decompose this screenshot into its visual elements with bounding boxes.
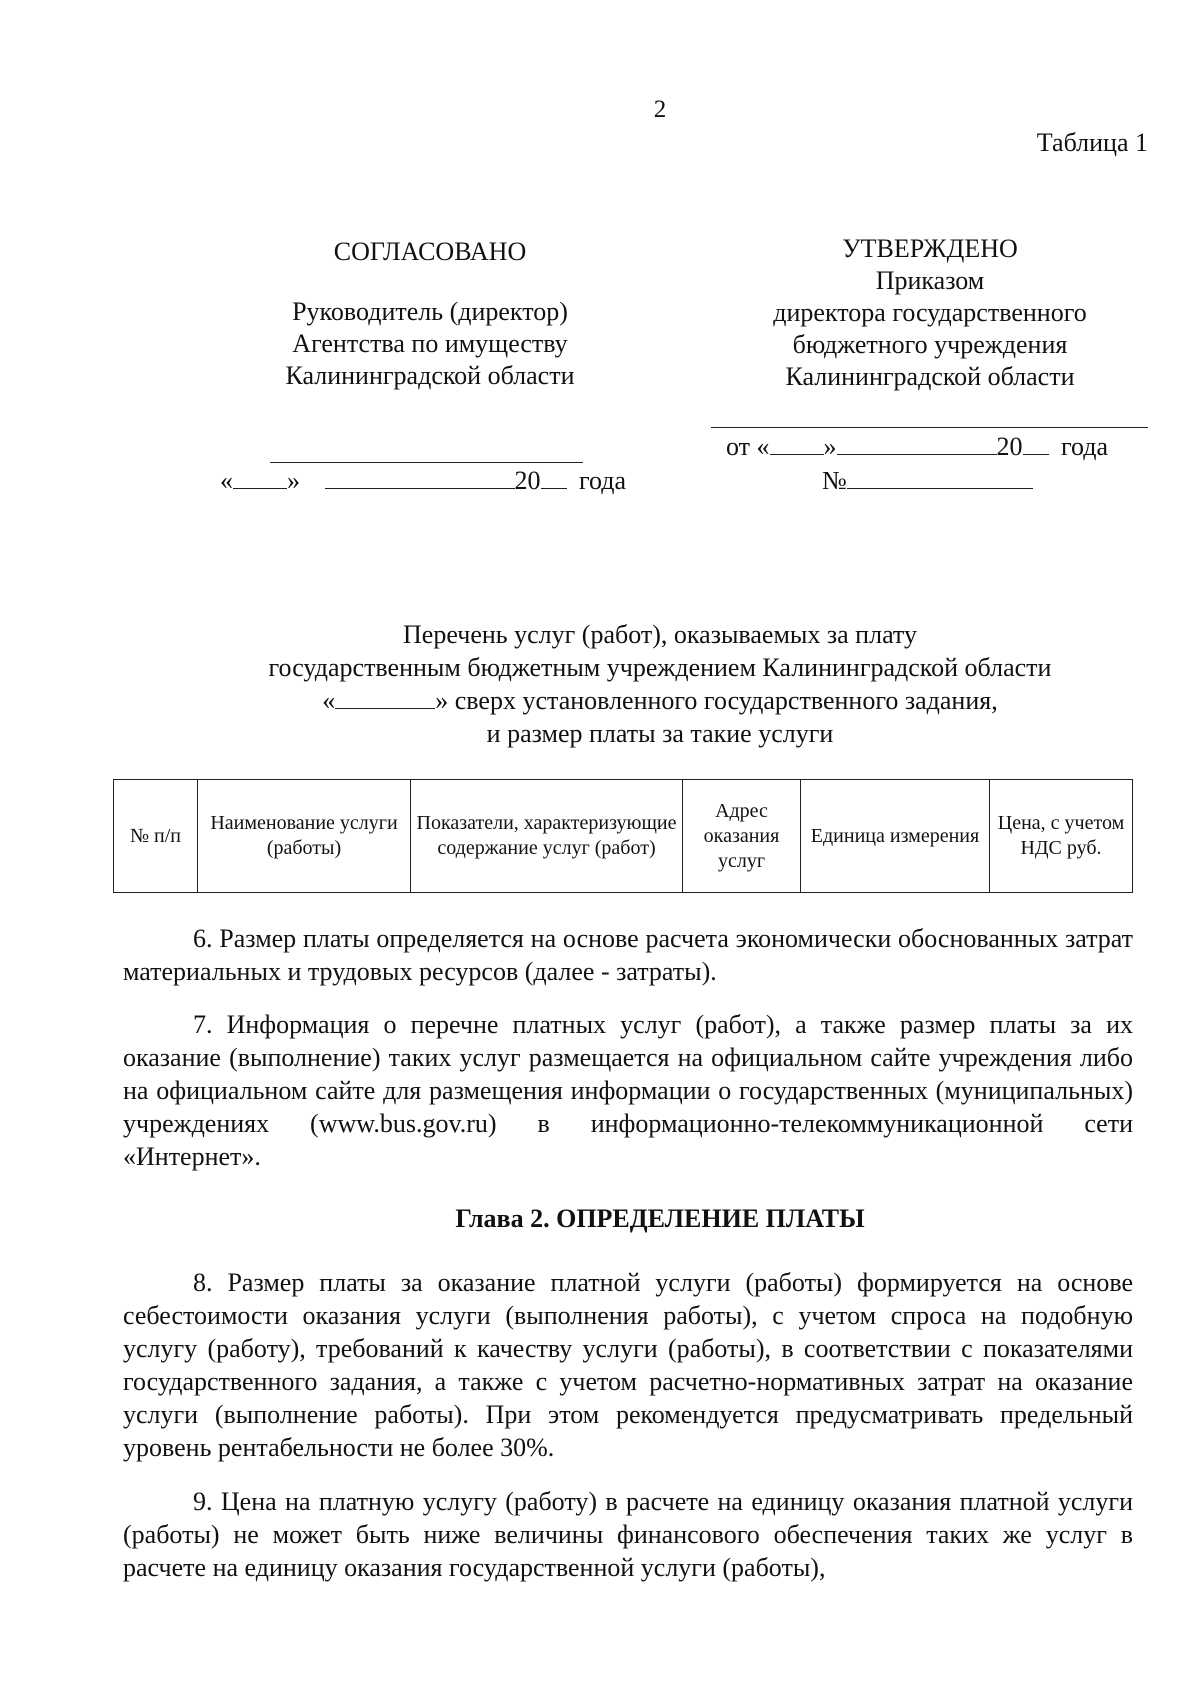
approved-date-year: 20	[996, 432, 1023, 461]
table-header-row	[114, 780, 1133, 893]
approved-line: директора государственного	[773, 298, 1087, 327]
agreed-date-year: 20	[514, 466, 541, 495]
paragraph-text: 6. Размер платы определяется на основе расчета экономически обоснованных затрат материальных и трудовых ресурсов (далее - затраты).	[123, 924, 1133, 986]
agreed-line: Калининградской области	[285, 361, 575, 390]
paragraph-text: 9. Цена на платную услугу (работу) в расчете на единицу оказания платной услуги (работы) не может быть ниже величины финансового обеспечения таких же услуг в расчете на единицу оказания государственной услуги (работы),	[123, 1487, 1133, 1582]
institution-blank	[335, 684, 435, 709]
table-label: Таблица 1	[1036, 128, 1148, 157]
paragraph-text: 7. Информация о перечне платных услуг (работ), а также размер платы за их оказание (выполнение) таких услуг размещается на официальном сайте учреждения либо на официальном сайте для размещения информации о государственных (муниципальных) учреждениях (www.bus.gov.ru) в информационно-телекоммуникационной сети «Интернет».	[123, 1010, 1133, 1171]
chapter-heading: Глава 2. ОПРЕДЕЛЕНИЕ ПЛАТЫ	[455, 1204, 865, 1233]
approved-line: Приказом	[875, 266, 985, 295]
agreed-date-suffix: года	[579, 466, 627, 495]
agreed-date	[220, 466, 626, 496]
title-line: государственным бюджетным учреждением Калининградской области	[268, 653, 1052, 682]
approved-date-suffix: года	[1061, 432, 1109, 461]
paragraph-6	[123, 922, 1133, 988]
title-open-quote: «	[322, 686, 336, 715]
title-line-rest: » сверх установленного государственного задания,	[435, 686, 998, 715]
approved-date-close: »	[823, 432, 837, 461]
title-line: и размер платы за такие услуги	[486, 719, 834, 748]
document-title	[0, 618, 1200, 750]
approved-number	[822, 466, 1033, 496]
year-blank	[541, 466, 567, 489]
approved-signature-line	[711, 427, 1148, 428]
agreed-line: Агентства по имуществу	[292, 329, 568, 358]
approved-block	[720, 233, 1140, 393]
title-line: Перечень услуг (работ), оказываемых за плату	[403, 620, 917, 649]
paragraph-text: 8. Размер платы за оказание платной услуги (работы) формируется на основе себестоимости оказания услуги (выполнения работы), с учетом спроса на подобную услугу (работу), требований к качеству услуги (работы), в соответствии с показателями государственного задания, а также с учетом расчетно-нормативных затрат на оказание услуги (выполнение работы). При этом рекомендуется предусматривать предельный уровень рентабельности не более 30%.	[123, 1268, 1133, 1462]
approved-date	[726, 432, 1108, 462]
approved-date-prefix: от «	[726, 432, 770, 461]
table-header-cell: Цена, с учетом НДС руб.	[990, 780, 1133, 893]
title-line	[0, 684, 1200, 717]
approved-number-label: №	[822, 466, 847, 495]
approved-heading: УТВЕРЖДЕНО	[842, 234, 1018, 263]
services-table	[113, 779, 1133, 893]
approved-line: бюджетного учреждения	[792, 330, 1068, 359]
agreed-signature-line	[270, 462, 583, 463]
table-header-cell: Адрес оказания услуг	[683, 780, 801, 893]
table-header-cell: Показатели, характеризующие содержание услуг (работ)	[411, 780, 683, 893]
approved-line: Калининградской области	[785, 362, 1075, 391]
agreed-date-close: »	[287, 466, 300, 495]
table-header-cell: Единица измерения	[801, 780, 990, 893]
paragraph-7	[123, 1008, 1133, 1173]
month-blank	[325, 466, 515, 489]
agreed-block	[230, 236, 630, 392]
table-header-cell: Наименование услуги (работы)	[198, 780, 411, 893]
month-blank	[837, 432, 997, 455]
paragraph-8	[123, 1266, 1133, 1464]
agreed-heading: СОГЛАСОВАНО	[333, 237, 527, 266]
day-blank	[770, 432, 824, 455]
table-header-cell: № п/п	[114, 780, 198, 893]
agreed-date-open: «	[220, 466, 233, 495]
day-blank	[233, 466, 287, 489]
year-blank	[1023, 432, 1049, 455]
number-blank	[847, 466, 1033, 489]
page-number: 2	[653, 96, 667, 123]
agreed-line: Руководитель (директор)	[292, 297, 568, 326]
paragraph-9	[123, 1485, 1133, 1584]
